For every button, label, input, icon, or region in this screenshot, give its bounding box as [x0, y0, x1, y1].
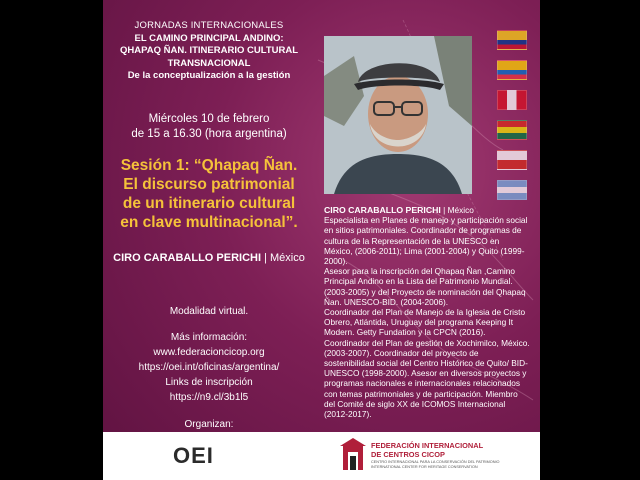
bio-paragraph: Coordinador del Plan de Manejo de la Iglesia de Cristo Obrero, Atlántida, Uruguay del programa Keeping It Modern. Getty Fundation y la CPCN (2016). Coordinador del Plan de gestión de Xochimilco, México. (2003-2007). Coordinador del proyecto de sostenibilidad social del Centro Histórico de Quito/ BID-UNESCO (1998-2000). Asesor en diversos proyectos y programas nacionales e internacionales relacionados con temas patrimoniales y de participación. Miembro del Comité de siglo XX de ICOMOS Internacional (2012-2017). — [324, 307, 530, 420]
session-line-2: El discurso patrimonial — [123, 176, 295, 193]
cicop-subtitle — [371, 460, 501, 469]
header-line-3: QHAPAQ ÑAN. ITINERARIO CULTURAL — [119, 45, 299, 56]
modality-text: Modalidad virtual. — [169, 306, 249, 317]
event-poster — [103, 0, 540, 480]
speaker-photo — [324, 36, 472, 194]
more-info-label: Más información: — [170, 332, 248, 343]
cicop-title-line-2: DE CENTROS CICOP — [371, 449, 445, 459]
oei-logo: OEI — [173, 443, 214, 468]
link-registration[interactable]: https://n9.cl/3b1l5 — [169, 392, 249, 403]
cicop-logo-icon — [340, 438, 366, 474]
flag-icon — [497, 180, 527, 200]
session-line-1: Sesión 1: “Qhapaq Ñan. — [120, 157, 298, 174]
flag-icon — [497, 120, 527, 140]
registration-label: Links de inscripción — [165, 377, 253, 388]
header-line-5: De la conceptualización a la gestión — [127, 70, 291, 81]
speaker-name: CIRO CARABALLO PERICHI — [113, 252, 262, 264]
link-oei[interactable]: https://oei.int/oficinas/argentina/ — [138, 362, 280, 373]
flag-icon — [497, 60, 527, 80]
event-header — [109, 20, 309, 83]
flags-decoration — [487, 30, 527, 200]
session-title — [103, 156, 315, 232]
flag-icon — [497, 30, 527, 50]
cicop-sub-line-1: CENTRO INTERNACIONAL PARA LA CONSERVACIÓN DEL PATRIMONIO — [371, 460, 500, 464]
bio-name: CIRO CARABALLO PERICHI — [324, 205, 441, 215]
date-line-2: de 15 a 16.30 (hora argentina) — [131, 128, 287, 140]
speaker-portrait-illustration — [324, 36, 472, 194]
header-line-2: EL CAMINO PRINCIPAL ANDINO: — [134, 32, 284, 44]
organizers-bar — [103, 432, 540, 480]
link-federacion[interactable]: www.federacioncicop.org — [153, 347, 265, 358]
header-line-4: TRANSNACIONAL — [167, 57, 251, 69]
cicop-title — [371, 442, 483, 459]
bio-country: | México — [443, 205, 474, 215]
cicop-title-line-1: FEDERACIÓN INTERNACIONAL — [371, 441, 484, 450]
speaker-bio — [324, 205, 530, 419]
event-date — [109, 112, 309, 142]
header-line-1: JORNADAS INTERNACIONALES — [134, 20, 284, 31]
speaker-separator: | — [264, 252, 267, 264]
speaker-country: México — [270, 252, 305, 264]
session-line-3: de un itinerario cultural — [122, 195, 296, 212]
bio-paragraph: Especialista en Planes de manejo y participación social en sitios patrimoniales. Coordinador de programas de cultura de la Representación de la UNESCO en México, (2006-2011); Lima (2001-2004) y Quito (1999-2000). — [324, 215, 528, 267]
bio-paragraph: Asesor para la inscripción del Qhapaq Ñan ,Camino Principal Andino en la Lista del Patrimonio Mundial. (2003-2005) y del Proyecto de nominación del Qhapaq Ñan. UNESCO-BID. (2004-2006). — [324, 266, 526, 307]
info-block — [109, 330, 309, 405]
flag-icon — [497, 150, 527, 170]
flag-icon — [497, 90, 527, 110]
cicop-sub-line-2: INTERNATIONAL CENTER FOR HERITAGE CONSERVATION — [371, 464, 478, 469]
speaker-line — [103, 252, 315, 264]
date-line-1: Miércoles 10 de febrero — [148, 113, 270, 125]
session-line-4: en clave multinacional”. — [120, 214, 298, 231]
organizers-label: Organizan: — [184, 419, 234, 430]
